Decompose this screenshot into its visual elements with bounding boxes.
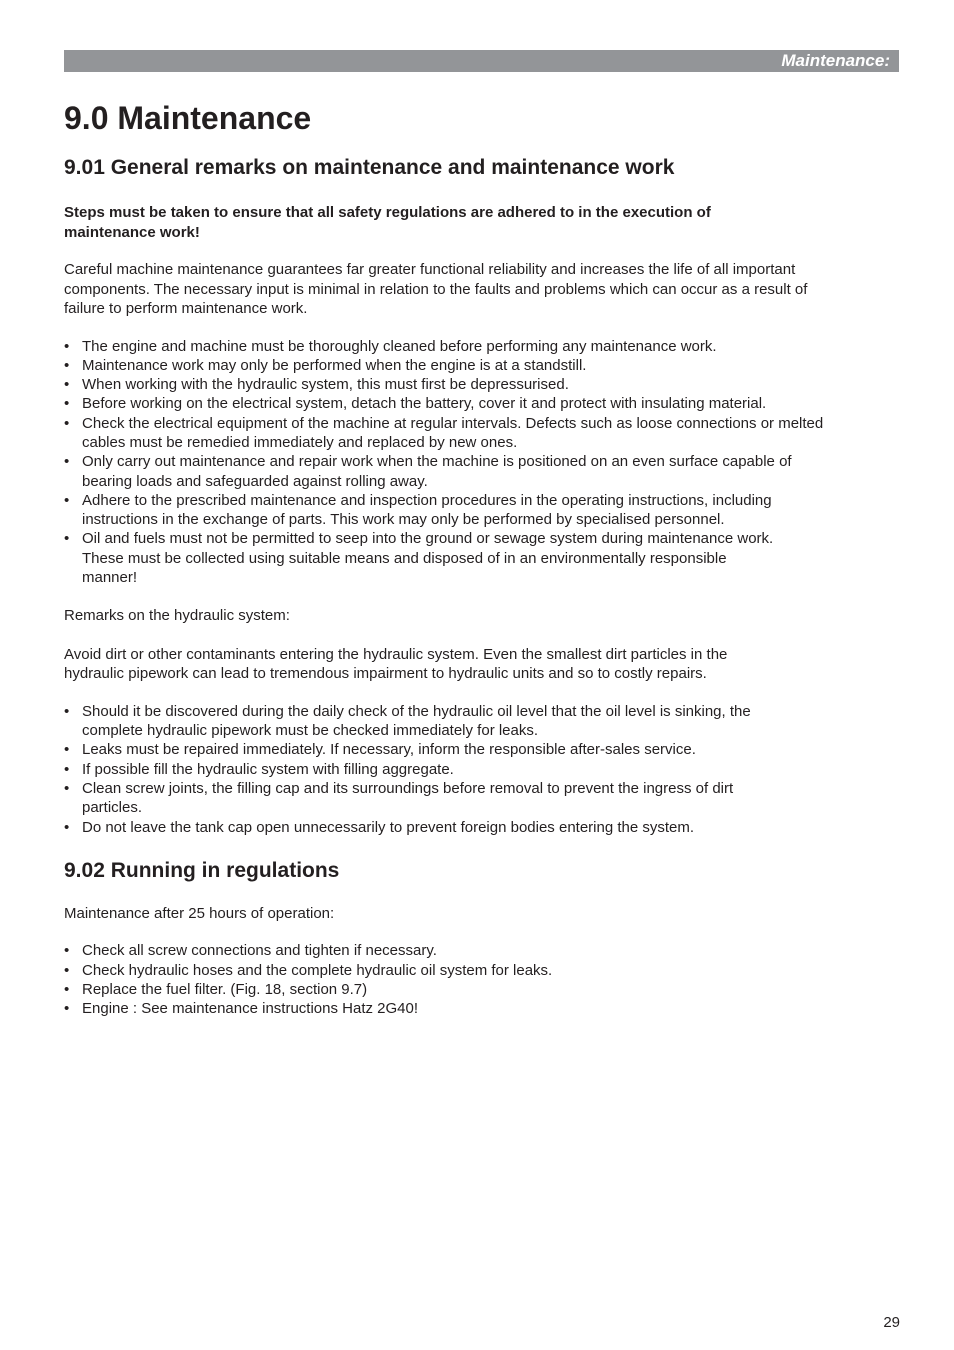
running-in-intro: Maintenance after 25 hours of operation:: [64, 904, 335, 922]
maintenance-intro: Careful machine maintenance guarantees far greater functional reliability and increases the life of all important components. The necessary input is minimal in relation to the faults and problems which can occur as a result of failure to perform maintenance work.: [64, 261, 808, 317]
bullet-icon: •: [64, 981, 70, 999]
list-item: • When working with the hydraulic system, this must first be depressurised.: [64, 376, 569, 394]
bullet-icon: •: [64, 702, 70, 720]
list-item: • Do not leave the tank cap open unnecessarily to prevent foreign bodies entering the system.: [64, 818, 695, 836]
list-item: • Clean screw joints, the filling cap and its surroundings before removal to prevent the ingress of dirt particles.: [64, 780, 734, 817]
list-item: • Oil and fuels must not be permitted to seep into the ground or sewage system during maintenance work. These must be collected using suitable means and disposed of in an environmentally responsible manner!: [64, 530, 774, 587]
bullet-icon: •: [64, 760, 70, 778]
list-item: • Check all screw connections and tighten if necessary.: [64, 942, 437, 960]
list-item: • Check the electrical equipment of the machine at regular intervals. Defects such as loose connections or melted cables must be remedied immediately and replaced by new ones.: [64, 414, 824, 451]
list-item: • Leaks must be repaired immediately. If necessary, inform the responsible after-sales service.: [64, 741, 696, 759]
page-title: 9.0 Maintenance: [64, 100, 312, 136]
hydraulic-remarks-heading: Remarks on the hydraulic system:: [64, 607, 290, 625]
safety-warning: Steps must be taken to ensure that all safety regulations are adhered to in the execution of maintenance work!: [64, 204, 711, 241]
list-item: • Adhere to the prescribed maintenance and inspection procedures in the operating instructions, including instructions in the exchange of parts. This work may only be performed by specialised personnel.: [64, 491, 772, 529]
list-item: • Check hydraulic hoses and the complete hydraulic oil system for leaks.: [64, 961, 553, 979]
bullet-icon: •: [64, 395, 70, 413]
list-item: • Should it be discovered during the daily check of the hydraulic oil level that the oil level is sinking, the complete hydraulic pipework must be checked immediately for leaks.: [64, 702, 751, 740]
list-item: • Before working on the electrical system, detach the battery, cover it and protect with insulating material.: [64, 395, 767, 413]
list-item: • Engine : See maintenance instructions Hatz 2G40!: [64, 1000, 419, 1018]
bullet-icon: •: [64, 337, 70, 355]
running-header: [64, 50, 899, 72]
list-item: • If possible fill the hydraulic system with filling aggregate.: [64, 760, 454, 778]
hydraulic-intro: Avoid dirt or other contaminants entering the hydraulic system. Even the smallest dirt particles in the hydraulic pipework can lead to tremendous impairment to hydraulic units and so to costly repairs.: [64, 645, 728, 683]
page-number: 29: [883, 1314, 900, 1331]
page-content: [64, 96, 834, 1019]
bullet-icon: •: [64, 961, 70, 979]
bullet-icon: •: [64, 1000, 70, 1018]
bullet-icon: •: [64, 818, 70, 836]
list-item: • Replace the fuel filter. (Fig. 18, section 9.7): [64, 981, 368, 999]
bullet-icon: •: [64, 356, 70, 374]
list-item: • Maintenance work may only be performed when the engine is at a standstill.: [64, 356, 587, 374]
section-heading-9-02: 9.02 Running in regulations: [64, 858, 340, 882]
bullet-icon: •: [64, 414, 70, 432]
general-remarks-list: [64, 337, 834, 588]
list-item: • The engine and machine must be thoroughly cleaned before performing any maintenance work.: [64, 337, 717, 355]
bullet-icon: •: [64, 942, 70, 960]
list-item: • Only carry out maintenance and repair work when the machine is positioned on an even surface capable of bearing loads and safeguarded against rolling away.: [64, 453, 792, 490]
bullet-icon: •: [64, 780, 70, 798]
bullet-icon: •: [64, 741, 70, 759]
section-heading-9-01: 9.01 General remarks on maintenance and maintenance work: [64, 156, 675, 179]
bullet-icon: •: [64, 453, 70, 471]
bullet-icon: •: [64, 491, 70, 509]
running-header-label: Maintenance:: [781, 51, 890, 70]
running-in-list: [64, 941, 834, 1018]
bullet-icon: •: [64, 376, 70, 394]
bullet-icon: •: [64, 530, 70, 548]
hydraulic-remarks-list: [64, 702, 774, 837]
